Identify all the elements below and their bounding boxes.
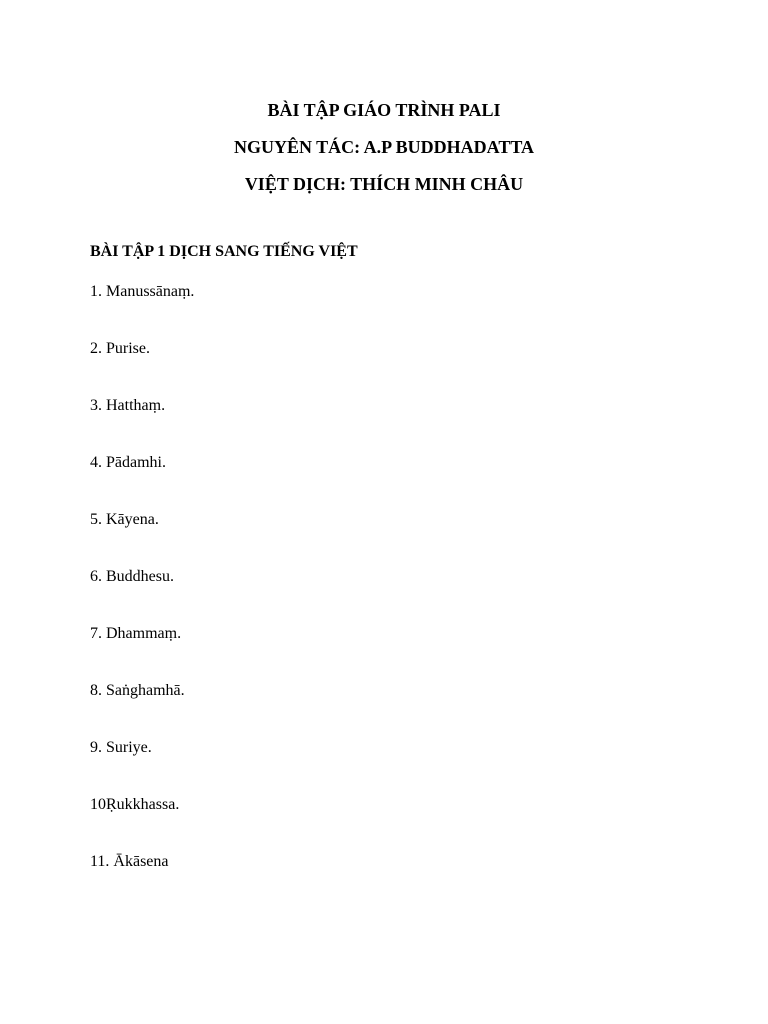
- exercise-item: 10Ṛukkhassa.: [90, 796, 180, 813]
- exercise-list: [90, 281, 194, 908]
- exercise-item: 11. Ākāsena: [90, 853, 169, 870]
- original-author-line: NGUYÊN TÁC: A.P BUDDHADATTA: [233, 137, 535, 157]
- exercise-item: 7. Dhammaṃ.: [90, 625, 182, 642]
- document-title: BÀI TẬP GIÁO TRÌNH PALI: [267, 100, 501, 120]
- document-heading: [0, 92, 768, 203]
- exercise-item: 8. Saṅghamhā.: [90, 682, 185, 699]
- exercise-item: 6. Buddhesu.: [90, 568, 174, 585]
- exercise-item: 2. Purise.: [90, 340, 150, 357]
- exercise-item: 3. Hatthaṃ.: [90, 397, 166, 414]
- translator-line: VIỆT DỊCH: THÍCH MINH CHÂU: [244, 174, 524, 194]
- exercise-item: 1. Manussānaṃ.: [90, 283, 195, 300]
- section-title: BÀI TẬP 1 DỊCH SANG TIẾNG VIỆT: [90, 243, 358, 260]
- exercise-item: 5. Kāyena.: [90, 511, 159, 528]
- exercise-item: 9. Suriye.: [90, 739, 152, 756]
- exercise-item: 4. Pādamhi.: [90, 454, 166, 471]
